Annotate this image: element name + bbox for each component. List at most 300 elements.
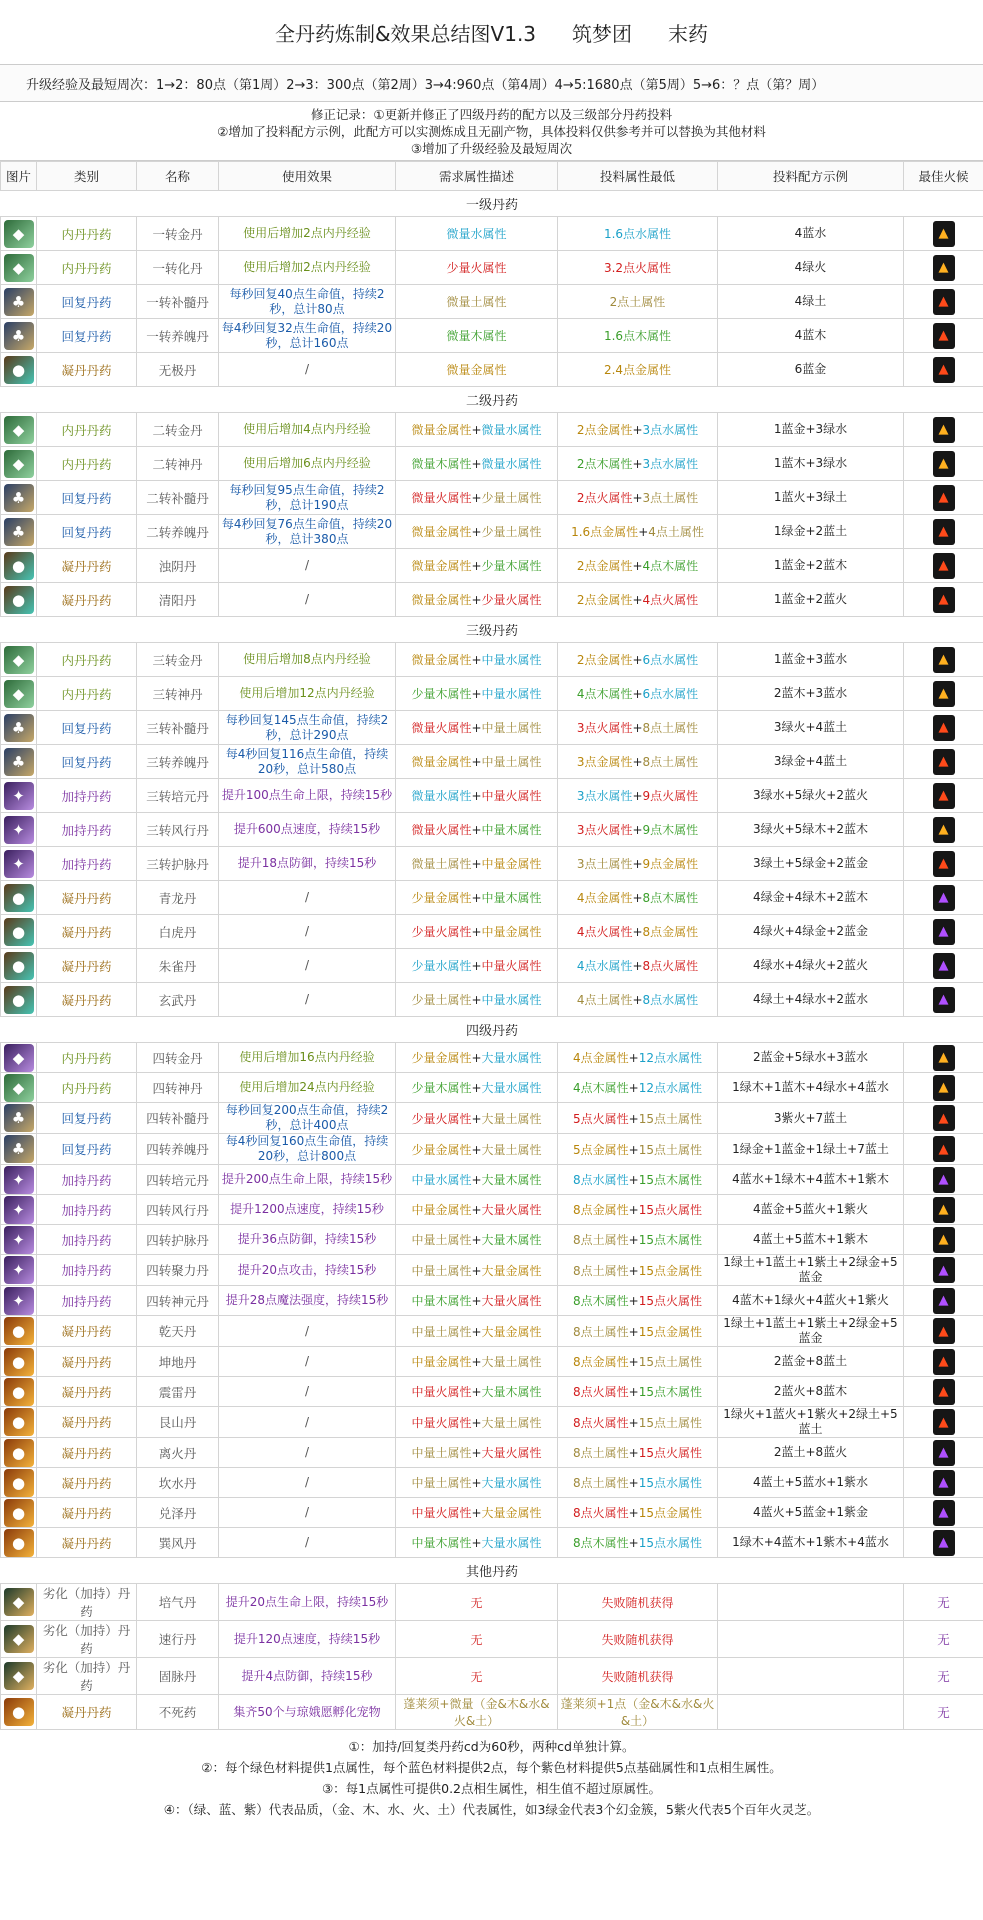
attribute-text: 大量木属性 — [481, 1173, 542, 1187]
pill-name: 三转补髓丹 — [137, 711, 219, 745]
attribute-text: 15点土属性 — [638, 1142, 702, 1157]
pill-name: 四转护脉丹 — [137, 1225, 219, 1255]
attribute-text: 微量水属性 — [481, 423, 542, 437]
attribute-text: 15点水属性 — [638, 1476, 702, 1490]
attribute-text: 8点土属性 — [642, 721, 699, 735]
pill-name: 速行丹 — [137, 1621, 219, 1658]
attribute-text: + — [471, 1081, 482, 1095]
required-attributes — [396, 285, 558, 319]
pill-icon: ◆ — [4, 1074, 34, 1102]
pill-icon: ✦ — [4, 1226, 34, 1254]
attribute-text: 9点木属性 — [642, 823, 699, 837]
pill-image-cell — [1, 217, 37, 251]
pill-name: 巽风丹 — [137, 1528, 219, 1558]
col-header: 最佳火候 — [904, 162, 983, 191]
attribute-text: + — [471, 1263, 482, 1278]
pill-image-cell — [1, 1073, 37, 1103]
minimum-input-attributes — [558, 515, 718, 549]
attribute-text: 6点水属性 — [642, 653, 699, 667]
attribute-text: 3点金属性 — [576, 755, 633, 769]
section-title: 三级丹药 — [1, 617, 983, 643]
fire-icon: ▲ — [933, 587, 955, 613]
attribute-text: + — [471, 423, 482, 437]
attribute-text: 8点木属性 — [573, 1294, 629, 1308]
attribute-text: + — [632, 959, 643, 973]
pill-effect: / — [219, 1498, 396, 1528]
pill-category: 凝丹丹药 — [37, 353, 137, 387]
col-header: 使用效果 — [219, 162, 396, 191]
pill-image-cell — [1, 881, 37, 915]
minimum-input-attributes — [558, 711, 718, 745]
attribute-text: 2点火属性 — [576, 491, 633, 505]
table-row — [1, 285, 983, 319]
attribute-text: 无 — [470, 1669, 483, 1684]
pill-icon: ♣ — [4, 1104, 34, 1132]
attribute-text: 4点水属性 — [576, 959, 633, 973]
pill-icon: ◆ — [4, 220, 34, 248]
attribute-text: + — [471, 891, 482, 905]
attribute-text: + — [632, 789, 643, 803]
pill-name: 二转养魄丹 — [137, 515, 219, 549]
attribute-text: 中量木属性 — [411, 1536, 472, 1550]
pill-name: 坤地丹 — [137, 1347, 219, 1377]
attribute-text: 4点土属性 — [648, 525, 704, 539]
attribute-text: 少量金属性 — [411, 891, 472, 905]
pill-effect: / — [219, 583, 396, 617]
attribute-text: 大量土属性 — [481, 1111, 542, 1126]
attribute-text: + — [632, 491, 643, 505]
pill-name: 四转神丹 — [137, 1073, 219, 1103]
pill-image-cell — [1, 319, 37, 353]
pill-effect: / — [219, 1347, 396, 1377]
fire-icon: ▲ — [933, 681, 955, 707]
table-row — [1, 745, 983, 779]
pill-icon: ♣ — [4, 484, 34, 512]
pill-effect: 使用后增加12点内丹经验 — [219, 677, 396, 711]
attribute-text: 蓬莱须+微量（金&木&水&火&土） — [403, 1697, 550, 1728]
fire-icon: ▲ — [933, 987, 955, 1013]
attribute-text: 大量木属性 — [481, 1233, 542, 1247]
best-fire-cell — [904, 881, 983, 915]
recipe-example: 4绿水+4绿火+2蓝火 — [718, 949, 904, 983]
fire-icon: ▲ — [933, 1409, 955, 1435]
minimum-input-attributes — [558, 745, 718, 779]
best-fire-cell — [904, 983, 983, 1017]
table-row — [1, 1528, 983, 1558]
attribute-text: 2点木属性 — [576, 457, 633, 471]
recipe-example: 2蓝木+3蓝水 — [718, 677, 904, 711]
minimum-input-attributes — [558, 353, 718, 387]
pill-image-cell — [1, 1316, 37, 1347]
note-line: 修正记录：①更新并修正了四级丹药的配方以及三级部分丹药投料 — [310, 107, 673, 122]
fire-icon: ▲ — [933, 1167, 955, 1193]
attribute-text: 4点金属性 — [573, 1051, 629, 1065]
pill-image-cell — [1, 1658, 37, 1695]
best-fire-cell — [904, 1165, 983, 1195]
pill-icon: ◆ — [4, 1625, 34, 1653]
required-attributes — [396, 1438, 558, 1468]
required-attributes — [396, 515, 558, 549]
pill-icon: ● — [4, 952, 34, 980]
pill-icon: ● — [4, 552, 34, 580]
pill-effect: 使用后增加4点内丹经验 — [219, 413, 396, 447]
minimum-input-attributes — [558, 779, 718, 813]
attribute-text: 无 — [470, 1595, 483, 1610]
pill-image-cell — [1, 1165, 37, 1195]
attribute-text: 少量木属性 — [411, 687, 472, 701]
table-row — [1, 481, 983, 515]
attribute-text: 15点土属性 — [638, 1355, 702, 1369]
best-fire-cell — [904, 1225, 983, 1255]
pill-icon: ◆ — [4, 254, 34, 282]
pill-image-cell — [1, 549, 37, 583]
pill-effect: / — [219, 1528, 396, 1558]
best-fire-cell — [904, 915, 983, 949]
required-attributes — [396, 1225, 558, 1255]
team-text: 筑梦团 — [572, 21, 633, 46]
attribute-text: + — [632, 457, 643, 471]
attribute-text: + — [471, 721, 482, 735]
pill-name: 浊阴丹 — [137, 549, 219, 583]
recipe-example: 4蓝金+5蓝火+1紫火 — [718, 1195, 904, 1225]
pill-category: 回复丹药 — [37, 481, 137, 515]
attribute-text: + — [628, 1263, 639, 1278]
table-row — [1, 711, 983, 745]
pill-category: 内丹丹药 — [37, 251, 137, 285]
recipe-example: 1蓝木+3绿水 — [718, 447, 904, 481]
attribute-text: + — [471, 525, 482, 539]
minimum-input-attributes — [558, 1658, 718, 1695]
attribute-text: 8点土属性 — [642, 755, 699, 769]
section-header — [1, 191, 983, 217]
attribute-text: + — [628, 1506, 639, 1520]
footer-line: ③：每1点属性可提供0.2点相生属性，相生值不超过原属性。 — [321, 1781, 662, 1796]
recipe-example: 4蓝木 — [718, 319, 904, 353]
pill-effect: 提升1200点速度，持续15秒 — [219, 1195, 396, 1225]
table-row — [1, 643, 983, 677]
pill-image-cell — [1, 353, 37, 387]
pill-category: 凝丹丹药 — [37, 549, 137, 583]
attribute-text: 5点金属性 — [573, 1142, 629, 1157]
table-row — [1, 1347, 983, 1377]
section-header — [1, 387, 983, 413]
pill-icon: ● — [4, 356, 34, 384]
pill-effect: / — [219, 549, 396, 583]
minimum-input-attributes — [558, 813, 718, 847]
fire-icon: ▲ — [933, 953, 955, 979]
author-text: 末药 — [668, 21, 709, 46]
pill-name: 四转补髓丹 — [137, 1103, 219, 1134]
pill-effect: 使用后增加2点内丹经验 — [219, 251, 396, 285]
table-header — [1, 162, 983, 191]
attribute-text: 15点土属性 — [638, 1415, 702, 1430]
attribute-text: 中量金属性 — [481, 925, 542, 939]
attribute-text: + — [628, 1051, 639, 1065]
pill-icon: ● — [4, 986, 34, 1014]
pill-icon: ✦ — [4, 1196, 34, 1224]
best-fire-cell — [904, 1498, 983, 1528]
attribute-text: 微量水属性 — [446, 227, 507, 241]
col-header: 投料属性最低 — [558, 162, 718, 191]
attribute-text: 微量火属性 — [411, 823, 472, 837]
pill-image-cell — [1, 1498, 37, 1528]
pill-category: 劣化（加持）丹药 — [37, 1584, 137, 1621]
attribute-text: 中量火属性 — [411, 1415, 472, 1430]
fire-icon: ▲ — [933, 647, 955, 673]
table-row — [1, 1134, 983, 1165]
fire-icon: ▲ — [933, 1045, 955, 1071]
pill-effect: / — [219, 1316, 396, 1347]
pill-category: 内丹丹药 — [37, 413, 137, 447]
attribute-text: 少量土属性 — [481, 491, 542, 505]
table-body — [1, 191, 983, 1730]
attribute-text: 大量水属性 — [481, 1476, 542, 1490]
required-attributes — [396, 1377, 558, 1407]
no-fire-text: 无 — [937, 1669, 950, 1684]
recipe-example: 4绿土 — [718, 285, 904, 319]
fire-icon: ▲ — [933, 885, 955, 911]
attribute-text: 中量水属性 — [481, 687, 542, 701]
pill-image-cell — [1, 1584, 37, 1621]
pill-name: 四转养魄丹 — [137, 1134, 219, 1165]
attribute-text: + — [632, 925, 643, 939]
required-attributes — [396, 583, 558, 617]
pill-image-cell — [1, 1134, 37, 1165]
pill-icon: ● — [4, 1529, 34, 1557]
pill-icon: ◆ — [4, 1662, 34, 1690]
attribute-text: + — [471, 755, 482, 769]
pill-icon: ✦ — [4, 816, 34, 844]
attribute-text: + — [471, 1506, 482, 1520]
fire-icon: ▲ — [933, 1318, 955, 1344]
pill-image-cell — [1, 915, 37, 949]
required-attributes — [396, 1347, 558, 1377]
table-row — [1, 583, 983, 617]
attribute-text: 3点水属性 — [576, 789, 633, 803]
pill-image-cell — [1, 1528, 37, 1558]
pill-icon: ◆ — [4, 646, 34, 674]
attribute-text: + — [638, 525, 649, 539]
attribute-text: 中量金属性 — [411, 1355, 472, 1369]
attribute-text: + — [471, 1203, 482, 1217]
minimum-input-attributes — [558, 583, 718, 617]
minimum-input-attributes — [558, 217, 718, 251]
pill-image-cell — [1, 1255, 37, 1286]
attribute-text: + — [632, 559, 643, 573]
pill-category: 加持丹药 — [37, 813, 137, 847]
attribute-text: 大量金属性 — [481, 1506, 542, 1520]
table-row — [1, 983, 983, 1017]
table-row — [1, 1658, 983, 1695]
pill-image-cell — [1, 1225, 37, 1255]
attribute-text: 2点金属性 — [576, 423, 633, 437]
pill-effect: 每4秒回复32点生命值，持续20秒，总计160点 — [219, 319, 396, 353]
pill-icon: ● — [4, 884, 34, 912]
attribute-text: 大量水属性 — [481, 1536, 542, 1550]
best-fire-cell — [904, 1286, 983, 1316]
minimum-input-attributes — [558, 1073, 718, 1103]
pill-category: 回复丹药 — [37, 319, 137, 353]
attribute-text: 15点土属性 — [638, 1111, 702, 1126]
recipe-example: 4蓝火+5蓝金+1紫金 — [718, 1498, 904, 1528]
pill-category: 加持丹药 — [37, 1225, 137, 1255]
attribute-text: + — [471, 1294, 482, 1308]
recipe-example: 2蓝金+5绿水+3蓝水 — [718, 1043, 904, 1073]
pill-category: 凝丹丹药 — [37, 1347, 137, 1377]
table-row — [1, 1584, 983, 1621]
minimum-input-attributes — [558, 251, 718, 285]
attribute-text: 微量木属性 — [411, 457, 472, 471]
recipe-example: 1绿土+1蓝土+1紫土+2绿金+5蓝金 — [718, 1316, 904, 1347]
revision-notes — [0, 102, 983, 161]
attribute-text: 少量土属性 — [411, 993, 472, 1007]
pill-icon: ◆ — [4, 1588, 34, 1616]
attribute-text: 8点土属性 — [573, 1233, 629, 1247]
footer-line: ④：（绿、蓝、紫）代表品质，（金、木、水、火、土）代表属性，如3绿金代表3个幻金簇，5紫火代表5个百年火灵芝。 — [163, 1802, 820, 1817]
attribute-text: + — [628, 1294, 639, 1308]
fire-icon: ▲ — [933, 1440, 955, 1466]
minimum-input-attributes — [558, 1468, 718, 1498]
fire-icon: ▲ — [933, 1349, 955, 1375]
minimum-input-attributes — [558, 1498, 718, 1528]
required-attributes — [396, 1695, 558, 1730]
required-attributes — [396, 1195, 558, 1225]
attribute-text: + — [471, 959, 482, 973]
attribute-text: + — [471, 559, 482, 573]
pill-image-cell — [1, 1195, 37, 1225]
pill-name: 四转神元丹 — [137, 1286, 219, 1316]
attribute-text: + — [471, 1415, 482, 1430]
best-fire-cell — [904, 1528, 983, 1558]
attribute-text: + — [471, 789, 482, 803]
attribute-text: 3点土属性 — [642, 491, 699, 505]
fire-icon: ▲ — [933, 919, 955, 945]
required-attributes — [396, 1255, 558, 1286]
table-row — [1, 1498, 983, 1528]
best-fire-cell — [904, 1621, 983, 1658]
pill-name: 四转金丹 — [137, 1043, 219, 1073]
attribute-text: 8点火属性 — [642, 959, 699, 973]
pill-category: 回复丹药 — [37, 1134, 137, 1165]
attribute-text: 中量火属性 — [481, 959, 542, 973]
attribute-text: 15点木属性 — [638, 1233, 702, 1247]
required-attributes — [396, 319, 558, 353]
attribute-text: + — [632, 993, 643, 1007]
best-fire-cell — [904, 1658, 983, 1695]
attribute-text: 少量金属性 — [411, 1142, 472, 1157]
table-row — [1, 217, 983, 251]
footer-line: ①：加持/回复类丹药cd为60秒，两种cd单独计算。 — [348, 1739, 635, 1754]
pill-category: 凝丹丹药 — [37, 1438, 137, 1468]
attribute-text: + — [471, 1355, 482, 1369]
pill-name: 青龙丹 — [137, 881, 219, 915]
attribute-text: 8点木属性 — [573, 1536, 629, 1550]
required-attributes — [396, 881, 558, 915]
recipe-example: 4蓝木+1绿火+4蓝火+1紫火 — [718, 1286, 904, 1316]
attribute-text: 3点土属性 — [576, 857, 633, 871]
pill-name: 固脉丹 — [137, 1658, 219, 1695]
required-attributes — [396, 677, 558, 711]
attribute-text: 1.6点木属性 — [603, 329, 672, 343]
attribute-text: + — [628, 1173, 639, 1187]
fire-icon: ▲ — [933, 289, 955, 315]
pill-category: 回复丹药 — [37, 285, 137, 319]
required-attributes — [396, 1103, 558, 1134]
fire-icon: ▲ — [933, 255, 955, 281]
attribute-text: + — [471, 925, 482, 939]
pill-image-cell — [1, 847, 37, 881]
pill-image-cell — [1, 1103, 37, 1134]
attribute-text: 中量木属性 — [481, 823, 542, 837]
pill-icon: ♣ — [4, 1135, 34, 1163]
required-attributes — [396, 915, 558, 949]
attribute-text: 微量水属性 — [481, 457, 542, 471]
attribute-text: + — [632, 755, 643, 769]
attribute-text: + — [471, 491, 482, 505]
attribute-text: 15点火属性 — [638, 1446, 702, 1460]
pill-category: 加持丹药 — [37, 1165, 137, 1195]
minimum-input-attributes — [558, 881, 718, 915]
required-attributes — [396, 1528, 558, 1558]
table-row — [1, 1073, 983, 1103]
attribute-text: 2点金属性 — [576, 653, 633, 667]
attribute-text: 8点水属性 — [573, 1173, 629, 1187]
pill-icon: ♣ — [4, 288, 34, 316]
required-attributes — [396, 413, 558, 447]
fire-icon: ▲ — [933, 553, 955, 579]
pill-icon: ● — [4, 1439, 34, 1467]
pill-category: 回复丹药 — [37, 1103, 137, 1134]
attribute-text: 9点火属性 — [642, 789, 699, 803]
minimum-input-attributes — [558, 1407, 718, 1438]
attribute-text: + — [471, 1476, 482, 1490]
col-header: 图片 — [1, 162, 37, 191]
attribute-text: 3点水属性 — [642, 423, 699, 437]
required-attributes — [396, 1043, 558, 1073]
attribute-text: 大量土属性 — [481, 1142, 542, 1157]
attribute-text: 微量金属性 — [411, 593, 472, 607]
attribute-text: 微量土属性 — [446, 295, 507, 309]
pill-name: 一转化丹 — [137, 251, 219, 285]
pill-name: 离火丹 — [137, 1438, 219, 1468]
pill-effect: 提升28点魔法强度，持续15秒 — [219, 1286, 396, 1316]
pill-image-cell — [1, 1621, 37, 1658]
attribute-text: 中量土属性 — [481, 721, 542, 735]
attribute-text: 2.4点金属性 — [603, 363, 672, 377]
attribute-text: + — [471, 457, 482, 471]
pill-effect: 每秒回复145点生命值，持续2秒，总计290点 — [219, 711, 396, 745]
pill-image-cell — [1, 949, 37, 983]
minimum-input-attributes — [558, 447, 718, 481]
pill-icon: ● — [4, 1698, 34, 1726]
col-header: 名称 — [137, 162, 219, 191]
attribute-text: 3点水属性 — [642, 457, 699, 471]
pill-icon: ♣ — [4, 322, 34, 350]
minimum-input-attributes — [558, 319, 718, 353]
attribute-text: 中量金属性 — [411, 1203, 472, 1217]
attribute-text: 大量金属性 — [481, 1324, 542, 1339]
recipe-example: 4绿火+4绿金+2蓝金 — [718, 915, 904, 949]
pill-image-cell — [1, 779, 37, 813]
pill-image-cell — [1, 1347, 37, 1377]
pill-category: 凝丹丹药 — [37, 949, 137, 983]
pill-icon: ✦ — [4, 850, 34, 878]
pill-category: 劣化（加持）丹药 — [37, 1621, 137, 1658]
attribute-text: 中量土属性 — [411, 1233, 472, 1247]
pill-effect: 每4秒回复76点生命值，持续20秒，总计380点 — [219, 515, 396, 549]
best-fire-cell — [904, 583, 983, 617]
minimum-input-attributes — [558, 1377, 718, 1407]
